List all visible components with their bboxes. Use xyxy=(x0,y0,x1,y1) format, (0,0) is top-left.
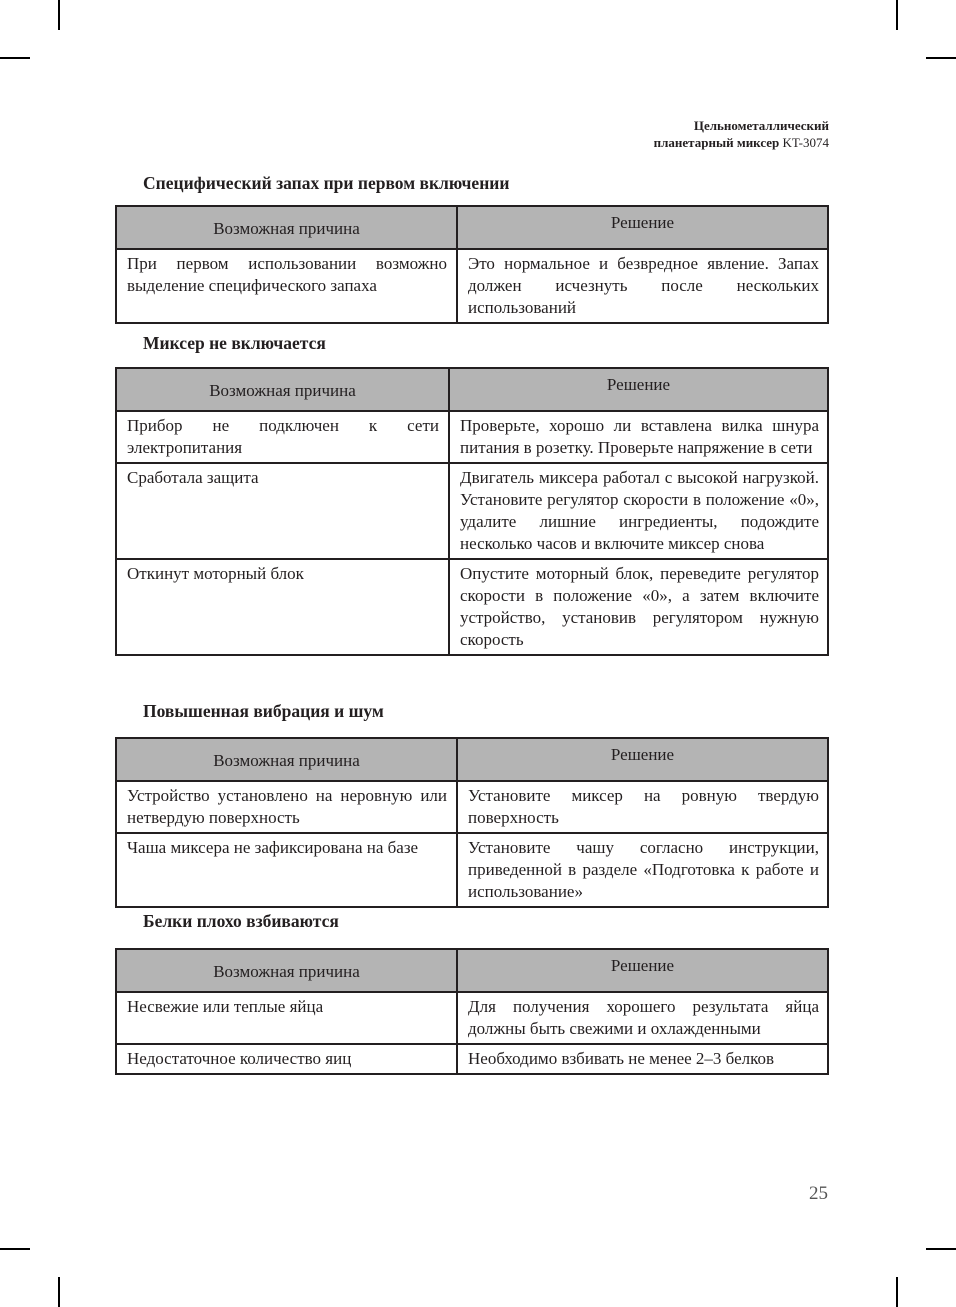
cause-cell: Несвежие или теплые яйца xyxy=(116,992,457,1044)
table-row xyxy=(116,559,828,655)
troubleshooting-table xyxy=(115,948,829,1075)
table-row xyxy=(116,249,828,323)
solution-cell: Проверьте, хорошо ли вставлена вилка шнура питания в розетку. Проверьте напряжение в сети xyxy=(449,411,828,463)
table-row xyxy=(116,411,828,463)
section-title: Белки плохо взбиваются xyxy=(143,911,339,931)
table-header-row xyxy=(116,206,828,249)
header-solution: Решение xyxy=(449,368,828,411)
header-cause: Возможная причина xyxy=(116,738,457,781)
crop-mark xyxy=(926,57,956,59)
table-header-row xyxy=(116,738,828,781)
running-head-line1: Цельнометаллический xyxy=(693,118,829,133)
running-head-product: планетарный миксер xyxy=(653,135,780,150)
header-solution: Решение xyxy=(457,206,828,249)
table-row xyxy=(116,781,828,833)
cause-cell: Сработала защита xyxy=(116,463,449,559)
table-header-row xyxy=(116,949,828,992)
solution-cell: Установите чашу согласно инструкции, приведенной в разделе «Подготовка к работе и использование» xyxy=(457,833,828,907)
running-head xyxy=(654,117,829,151)
crop-mark xyxy=(896,0,898,30)
crop-mark xyxy=(0,1248,30,1250)
crop-mark xyxy=(0,57,30,59)
table-row xyxy=(116,992,828,1044)
cause-cell: Прибор не подключен к сети электропитания xyxy=(116,411,449,463)
page-number: 25 xyxy=(809,1183,828,1204)
header-solution: Решение xyxy=(457,949,828,992)
cause-cell: При первом использовании возможно выделение специфического запаха xyxy=(116,249,457,323)
solution-cell: Это нормальное и безвредное явление. Запах должен исчезнуть после нескольких использований xyxy=(457,249,828,323)
solution-cell: Для получения хорошего результата яйца должны быть свежими и охлажденными xyxy=(457,992,828,1044)
cause-cell: Устройство установлено на неровную или нетвердую поверхность xyxy=(116,781,457,833)
table-header-row xyxy=(116,368,828,411)
solution-cell: Двигатель миксера работал с высокой нагрузкой. Установите регулятор скорости в положение «0», удалите лишние ингредиенты, подождите несколько часов и включите миксер снова xyxy=(449,463,828,559)
section-title: Повышенная вибрация и шум xyxy=(143,701,384,721)
header-cause: Возможная причина xyxy=(116,949,457,992)
section-title: Специфический запах при первом включении xyxy=(143,173,510,193)
cause-cell: Чаша миксера не зафиксирована на базе xyxy=(116,833,457,907)
troubleshooting-table xyxy=(115,367,829,656)
crop-mark xyxy=(58,1277,60,1307)
crop-mark xyxy=(58,0,60,30)
header-cause: Возможная причина xyxy=(116,368,449,411)
cause-cell: Откинут моторный блок xyxy=(116,559,449,655)
section-title: Миксер не включается xyxy=(143,333,326,353)
table-row xyxy=(116,1044,828,1074)
crop-mark xyxy=(926,1248,956,1250)
table-row xyxy=(116,463,828,559)
troubleshooting-table xyxy=(115,205,829,324)
troubleshooting-table xyxy=(115,737,829,908)
table-row xyxy=(116,833,828,907)
solution-cell: Необходимо взбивать не менее 2–3 белков xyxy=(457,1044,828,1074)
running-head-model: KT-3074 xyxy=(779,135,829,150)
solution-cell: Установите миксер на ровную твердую поверхность xyxy=(457,781,828,833)
header-solution: Решение xyxy=(457,738,828,781)
cause-cell: Недостаточное количество яиц xyxy=(116,1044,457,1074)
solution-cell: Опустите моторный блок, переведите регулятор скорости в положение «0», а затем включите устройство, установив регулятором нужную скорость xyxy=(449,559,828,655)
crop-mark xyxy=(896,1277,898,1307)
header-cause: Возможная причина xyxy=(116,206,457,249)
